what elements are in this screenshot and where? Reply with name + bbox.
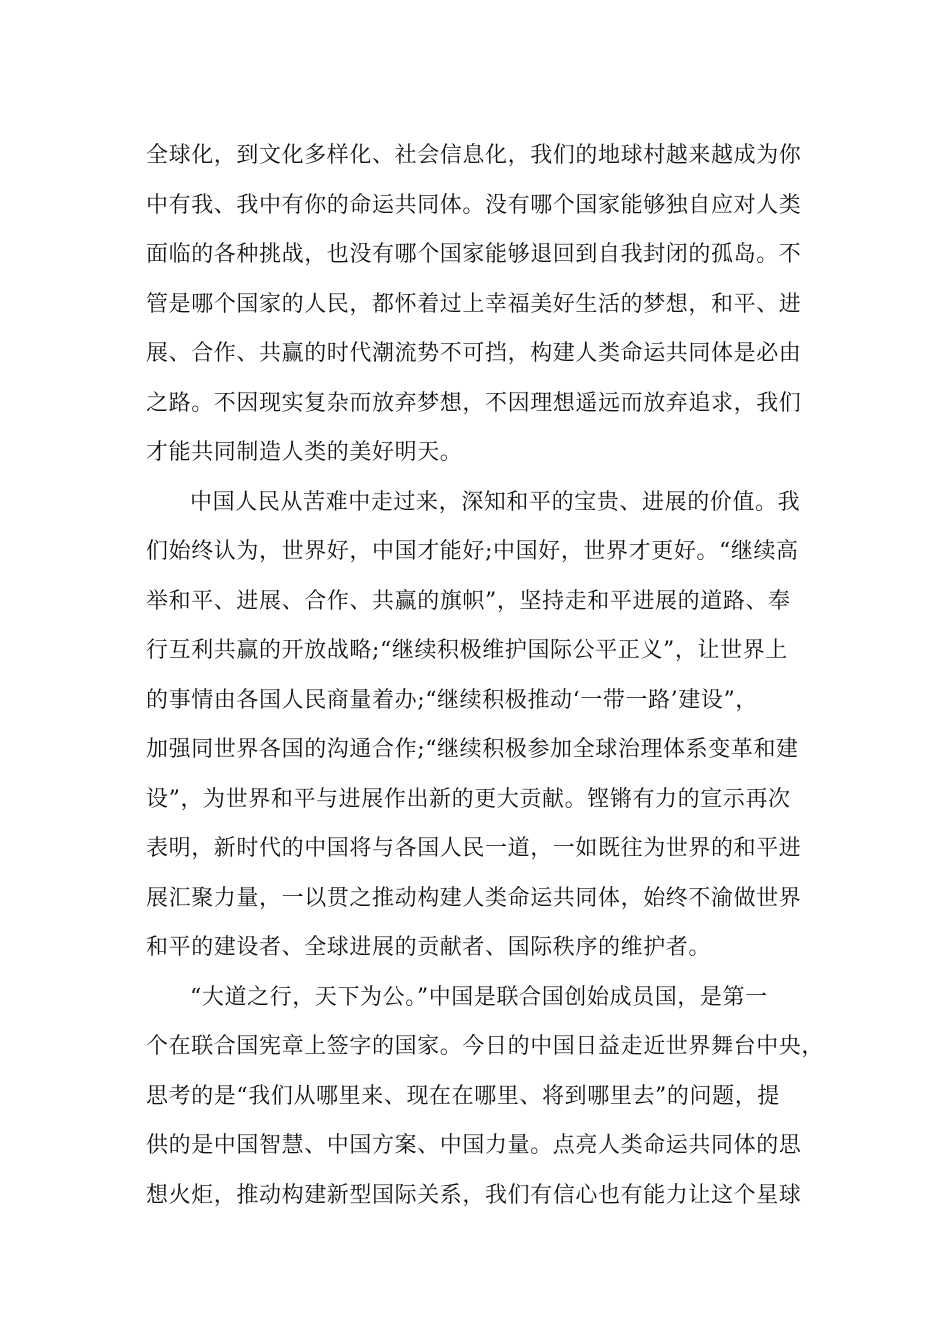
text-line: 和平的建设者、全球进展的贡献者、国际秩序的维护者。 (146, 935, 712, 960)
paragraph-1 (146, 131, 816, 478)
text-line: 们始终认为，世界好，中国才能好;中国好，世界才更好。“继续高 (146, 539, 799, 564)
paragraph-2 (146, 478, 816, 973)
text-line: 之路。不因现实复杂而放弃梦想，不因理想遥远而放弃追求，我们 (146, 390, 802, 416)
text-line: 想火炬，推动构建新型国际关系，我们有信心也有能力让这个星球 (146, 1182, 802, 1208)
text-line: 展、合作、共赢的时代潮流势不可挡，构建人类命运共同体是必由 (146, 341, 802, 366)
text-line: 供的是中国智慧、中国方案、中国力量。点亮人类命运共同体的思 (146, 1133, 802, 1158)
text-line: 面临的各种挑战，也没有哪个国家能够退回到自我封闭的孤岛。不 (146, 242, 802, 267)
text-line: 个在联合国宪章上签字的国家。今日的中国日益走近世界舞台中央， (146, 1034, 825, 1059)
text-line: 加强同世界各国的沟通合作;“继续积极参加全球治理体系变革和建 (146, 737, 799, 762)
text-line: 中有我、我中有你的命运共同体。没有哪个国家能够独自应对人类 (146, 192, 802, 218)
text-line: 中国人民从苦难中走过来，深知和平的宝贵、进展的价值。我 (190, 489, 801, 515)
text-line: “大道之行，天下为公。”中国是联合国创始成员国，是第一 (190, 984, 768, 1010)
text-line: 管是哪个国家的人民，都怀着过上幸福美好生活的梦想，和平、进 (146, 291, 802, 317)
paragraph-3 (146, 973, 825, 1221)
text-line: 展汇聚力量，一以贯之推动构建人类命运共同体，始终不渝做世界 (146, 885, 802, 911)
text-line: 才能共同制造人类的美好明天。 (146, 440, 463, 465)
text-line: 设”，为世界和平与进展作出新的更大贡献。铿锵有力的宣示再次 (146, 786, 791, 812)
body-text (146, 131, 825, 1220)
text-line: 全球化，到文化多样化、社会信息化，我们的地球村越来越成为你 (146, 143, 802, 168)
text-line: 表明，新时代的中国将与各国人民一道，一如既往为世界的和平进 (146, 836, 802, 861)
text-line: 的事情由各国人民商量着办;“继续积极推动‘一带一路’建设”， (146, 687, 758, 713)
text-line: 行互利共赢的开放战略;“继续积极维护国际公平正义”，让世界上 (146, 638, 788, 663)
text-line: 思考的是“我们从哪里来、现在在哪里、将到哪里去”的问题，提 (146, 1083, 780, 1109)
text-line: 举和平、进展、合作、共赢的旗帜”，坚持走和平进展的道路、奉 (146, 588, 791, 614)
